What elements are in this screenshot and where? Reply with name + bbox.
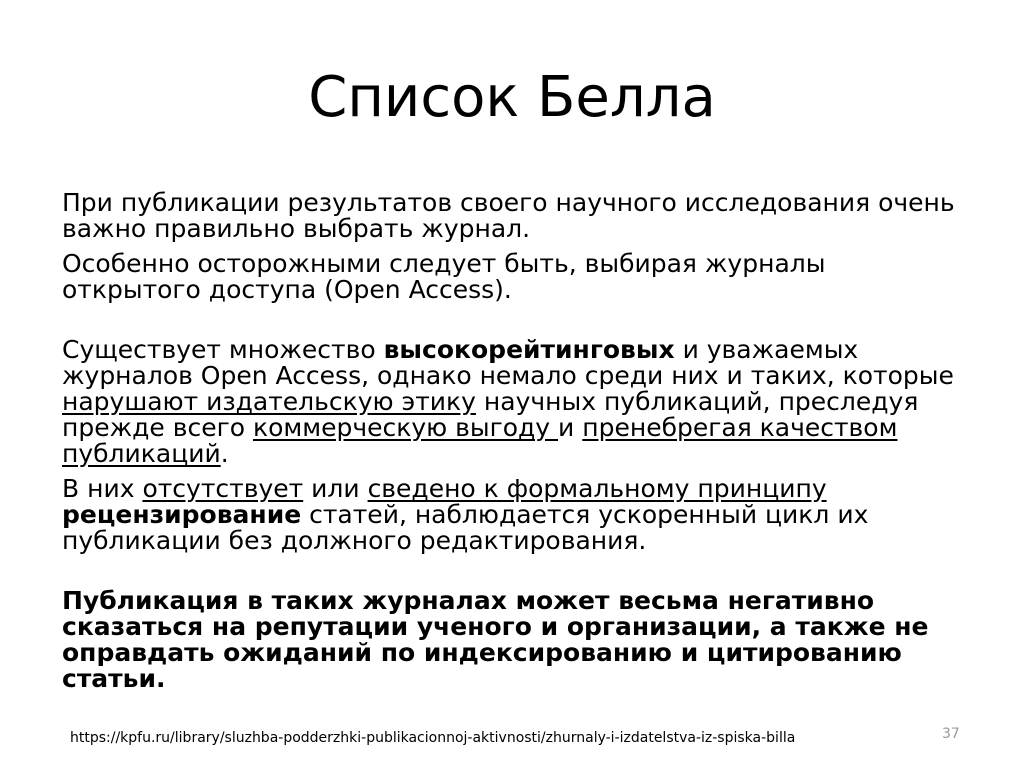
underlined-ethics: нарушают издательскую этику xyxy=(62,387,476,416)
text-segment: Существует множество xyxy=(62,335,384,364)
text-segment: . xyxy=(220,439,229,468)
text-segment: научных публикаций, преследуя прежде всего xyxy=(62,387,919,442)
text-segment: и xyxy=(558,413,583,442)
bold-term-high-rated: высокорейтинговых xyxy=(383,335,675,364)
slide-body xyxy=(62,190,962,692)
underlined-commercial-gain: коммерческую выгоду xyxy=(252,413,559,442)
text-segment: В них xyxy=(62,474,143,503)
paragraph-intro: При публикации результатов своего научного исследования очень важно правильно выбрать журнал. xyxy=(62,188,955,243)
source-link[interactable]: https://kpfu.ru/library/sluzhba-podderzhki-publikacionnoj-aktivnosti/zhurnaly-i-izdatelstva-iz-spiska-billa xyxy=(70,730,796,746)
underlined-formal-principle: сведено к формальному принципу xyxy=(367,474,827,503)
paragraph-open-access: Особенно осторожными следует быть, выбирая журналы открытого доступа (Open Access). xyxy=(62,249,826,304)
underlined-neglect-quality: пренебрегая качеством публикаций xyxy=(62,413,898,468)
underlined-absent: отсутствует xyxy=(142,474,304,503)
paragraph-journals xyxy=(62,337,962,467)
text-segment: статей, наблюдается ускоренный цикл их публикации без должного редактирования. xyxy=(62,500,869,555)
text-segment: или xyxy=(303,474,368,503)
page-number: 37 xyxy=(942,726,960,742)
text-segment: и уважаемых журналов Open Access, однако немало среди них и таких, которые xyxy=(62,335,954,390)
paragraph-review xyxy=(62,476,962,554)
paragraph-warning: Публикация в таких журналах может весьма негативно сказаться на репутации ученого и организации, а также не оправдать ожиданий по индексированию и цитированию статьи. xyxy=(62,586,929,693)
bold-term-review: рецензирование xyxy=(62,500,302,529)
slide-title: Список Белла xyxy=(308,65,716,130)
